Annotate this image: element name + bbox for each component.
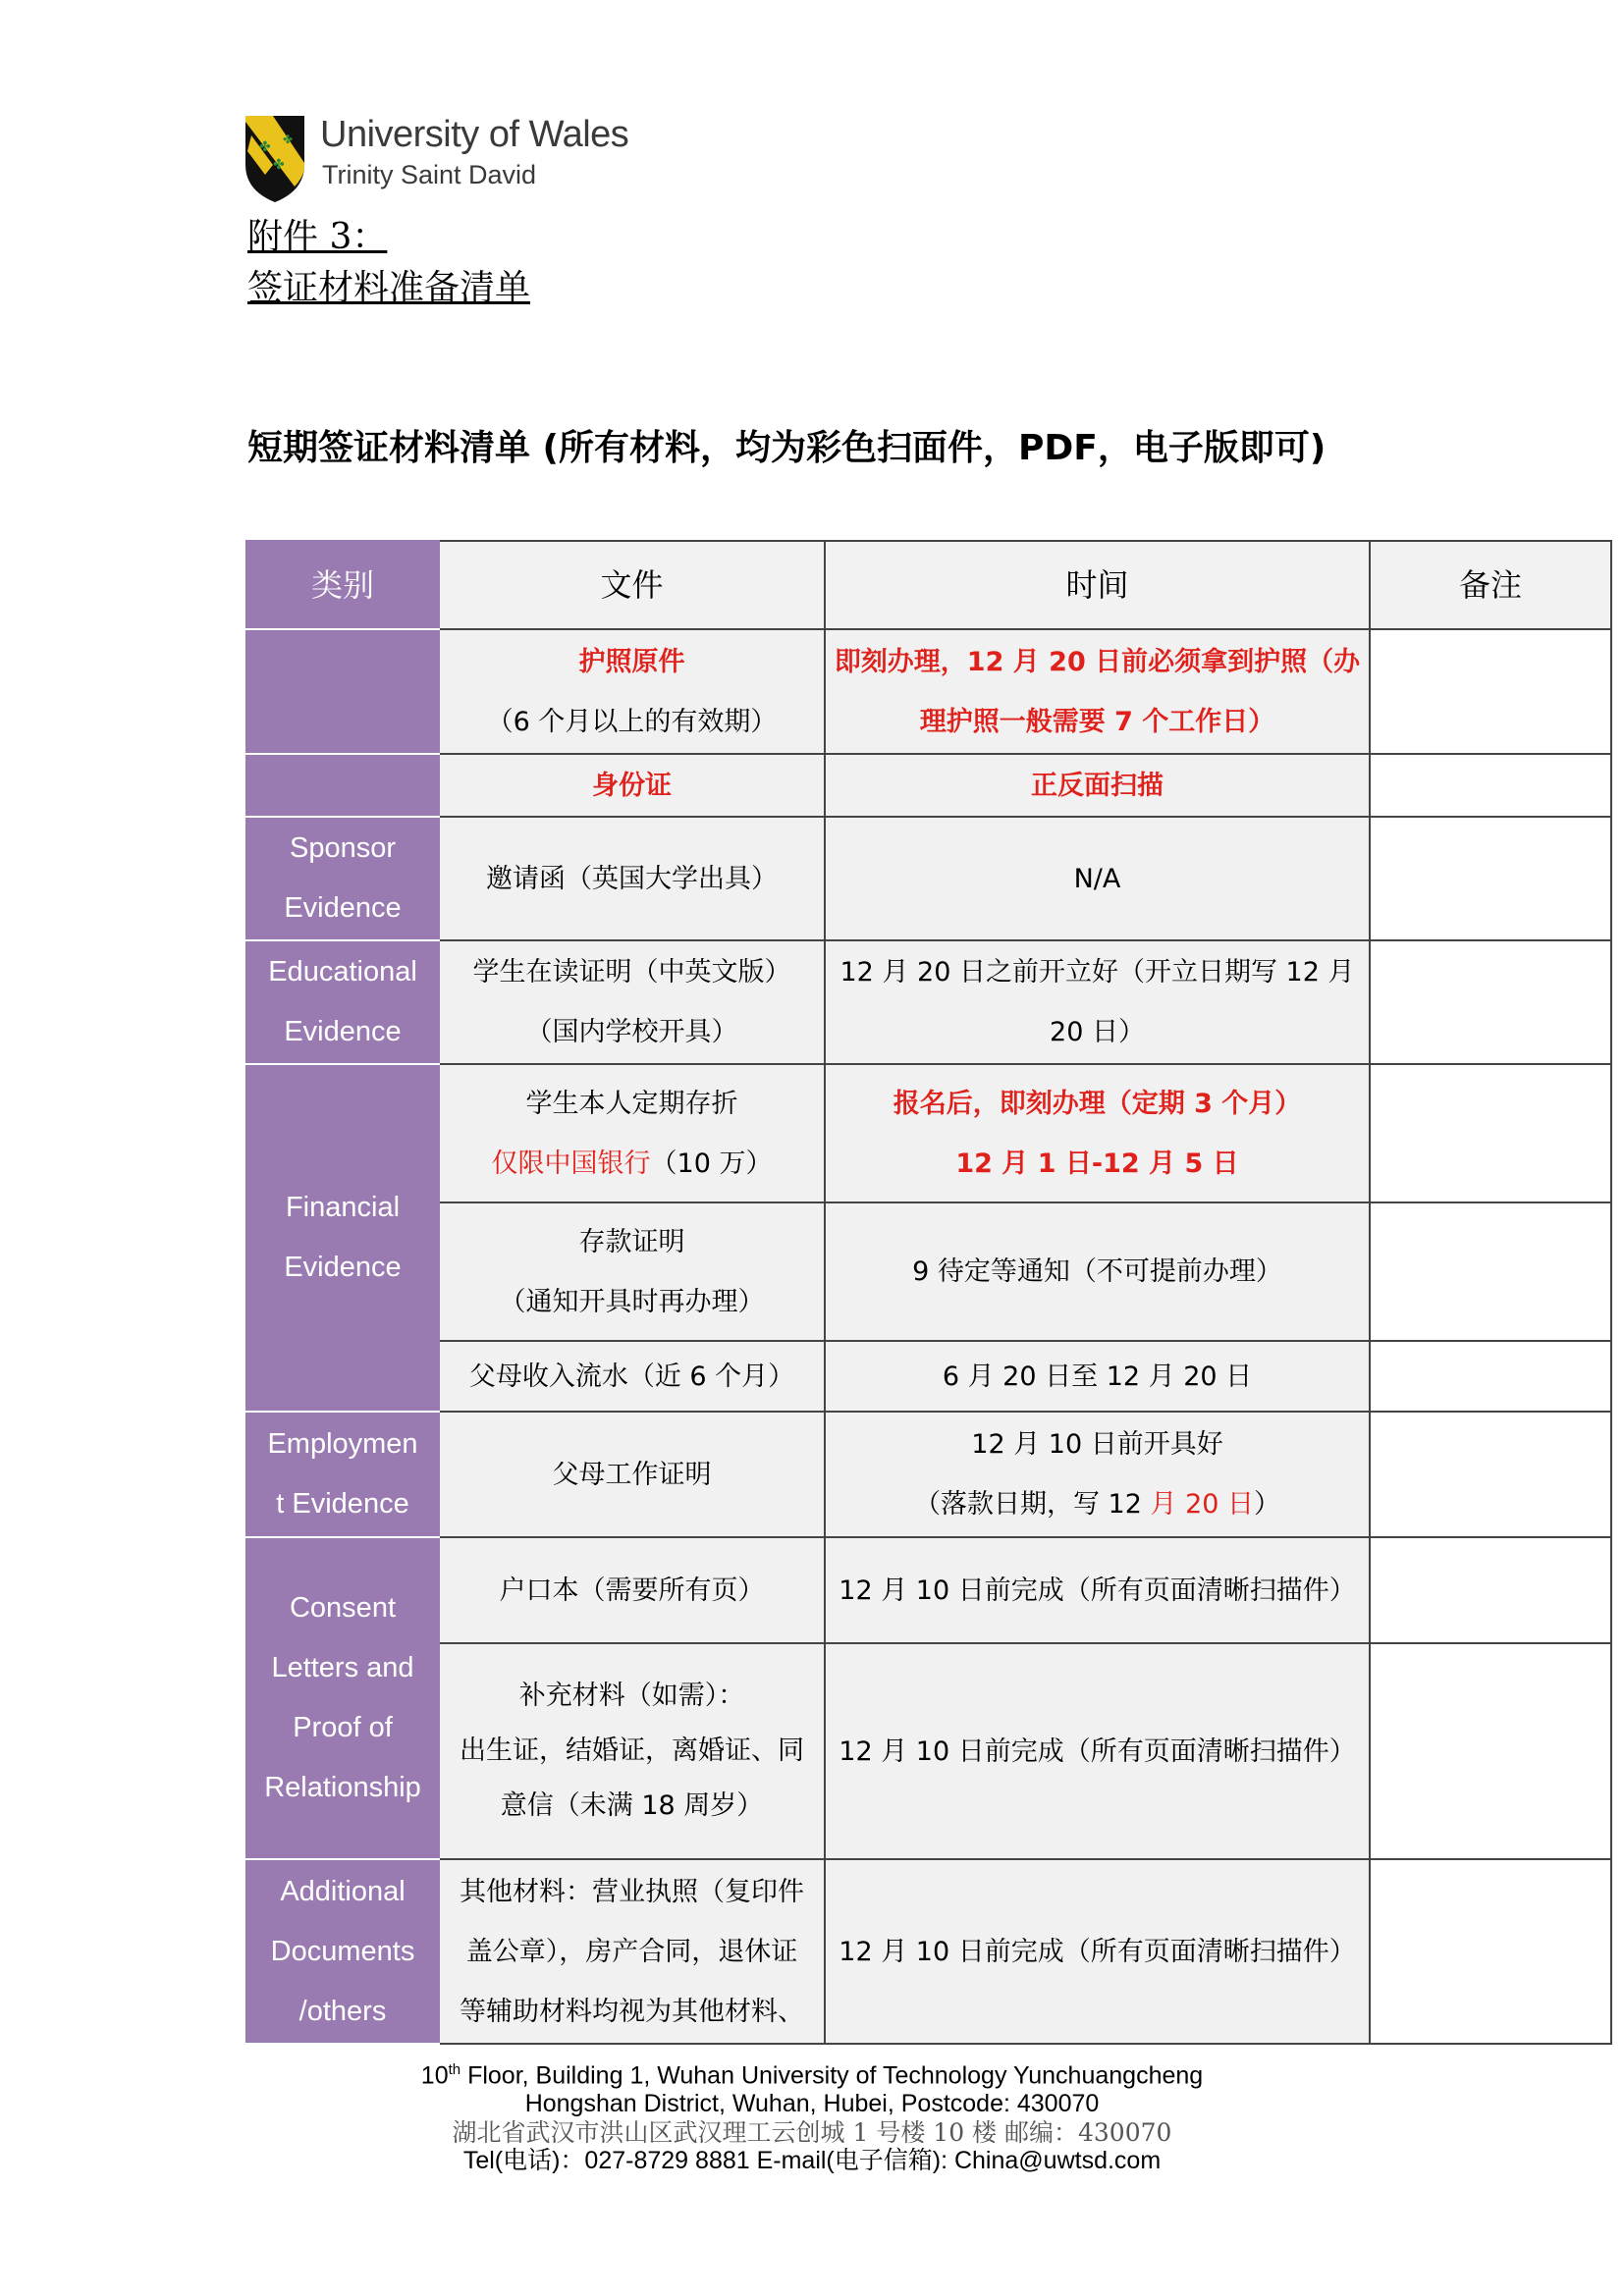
note-cell (1370, 1643, 1611, 1859)
document-line (440, 1134, 824, 1194)
note-cell (1370, 817, 1611, 940)
time-line: 12 月 20 日之前开立好（开立日期写 12 月 (839, 957, 1355, 988)
document-line: 存款证明 (578, 1226, 685, 1257)
category-line: Evidence (284, 892, 402, 924)
document-line: 意信（未满 18 周岁） (500, 1790, 764, 1821)
page-footer (0, 2056, 1624, 2175)
document-cell (439, 1202, 825, 1341)
table-row-educational (246, 940, 1611, 1064)
category-cell-empty (246, 629, 439, 754)
time-text: （落款日期，写 12 (913, 1489, 1151, 1520)
time-cell: 12 月 10 日前完成（所有页面清晰扫描件） (825, 1537, 1370, 1643)
amount: （10 万） (650, 1148, 773, 1179)
time-cell: 正反面扫描 (825, 754, 1370, 817)
note-cell (1370, 1202, 1611, 1341)
category-line: Sponsor (289, 832, 396, 864)
table-row-employment (246, 1412, 1611, 1537)
category-line: Evidence (284, 1252, 402, 1283)
category-line: Consent (289, 1592, 396, 1624)
document-cell (439, 1643, 825, 1859)
note-cell (1370, 1537, 1611, 1643)
time-cell: 6 月 20 日至 12 月 20 日 (825, 1341, 1370, 1412)
table-row-hukou (246, 1537, 1611, 1643)
table-row-financial-certificate (246, 1202, 1611, 1341)
category-cell (246, 817, 439, 940)
time-line: 即刻办理，12 月 20 日前必须拿到护照（办 (834, 646, 1361, 677)
time-cell (825, 1064, 1370, 1202)
document-cell: 身份证 (439, 754, 825, 817)
time-line: 20 日） (1050, 1017, 1145, 1047)
document-line: 其他材料：营业执照（复印件 (460, 1876, 804, 1907)
table-row-financial-deposit (246, 1064, 1611, 1202)
document-line: 盖公章），房产合同，退休证 (465, 1936, 798, 1967)
note-cell (1370, 629, 1611, 754)
category-line: /others (298, 1995, 387, 2027)
document-line: （6 个月以上的有效期） (486, 706, 778, 737)
table-row-passport (246, 629, 1611, 754)
time-line: 理护照一般需要 7 个工作日） (919, 706, 1275, 737)
time-text: ） (1254, 1489, 1281, 1520)
category-cell (246, 1064, 439, 1412)
document-cell: 户口本（需要所有页） (439, 1537, 825, 1643)
time-line: 12 月 1 日-12 月 5 日 (955, 1148, 1239, 1179)
document-cell: 邀请函（英国大学出具） (439, 817, 825, 940)
logo-name: University of Wales (320, 114, 629, 155)
header-category: 类别 (246, 541, 439, 629)
footer-address-cn: 湖北省武汉市洪山区武汉理工云创城 1 号楼 10 楼 邮编：430070 (452, 2118, 1172, 2148)
header-note: 备注 (1370, 541, 1611, 629)
document-cell (439, 1859, 825, 2044)
category-cell (246, 1537, 439, 1859)
note-cell (1370, 1341, 1611, 1412)
document-line: （通知开具时再办理） (499, 1286, 765, 1317)
table-row-sponsor (246, 817, 1611, 940)
header-time: 时间 (825, 541, 1370, 629)
table-row-supplementary (246, 1643, 1611, 1859)
category-line: Proof of (293, 1712, 393, 1743)
document-line: 补充材料（如需）： (518, 1681, 745, 1711)
attachment-block (247, 212, 530, 314)
document-line: 出生证，结婚证，离婚证、同 (460, 1735, 804, 1766)
bank-restriction: 仅限中国银行 (491, 1148, 651, 1179)
document-cell (439, 1064, 825, 1202)
category-cell (246, 1859, 439, 2044)
note-cell (1370, 940, 1611, 1064)
footer-floor: 10 (420, 2061, 449, 2090)
note-cell (1370, 754, 1611, 817)
category-cell-empty (246, 754, 439, 817)
logo-subtitle: Trinity Saint David (322, 160, 537, 189)
time-cell: 12 月 10 日前完成（所有页面清晰扫描件） (825, 1643, 1370, 1859)
svg-text:✤: ✤ (283, 133, 294, 146)
header-document: 文件 (439, 541, 825, 629)
page-heading: 短期签证材料清单 (所有材料，均为彩色扫面件，PDF，电子版即可) (247, 428, 1326, 468)
time-cell: 12 月 10 日前完成（所有页面清晰扫描件） (825, 1859, 1370, 2044)
table-header-row (246, 541, 1611, 629)
time-cell: 9 待定等通知（不可提前办理） (825, 1202, 1370, 1341)
time-line: 报名后，即刻办理（定期 3 个月） (893, 1088, 1302, 1119)
category-line: Additional (280, 1875, 406, 1907)
attachment-label: 附件 3： (247, 217, 388, 257)
footer-sup: th (448, 2061, 461, 2078)
category-line: Documents (270, 1935, 415, 1967)
time-cell (825, 1412, 1370, 1537)
time-cell (825, 940, 1370, 1064)
document-cell (439, 940, 825, 1064)
time-cell: N/A (825, 817, 1370, 940)
table-row-financial-income (246, 1341, 1611, 1412)
shield-crest-icon (244, 114, 306, 204)
table-row-id-card (246, 754, 1611, 817)
highlight-date: 月 20 日 (1150, 1489, 1255, 1520)
footer-address-en (0, 2056, 1624, 2090)
time-line (826, 1474, 1369, 1534)
document-line: 等辅助材料均视为其他材料、 (460, 1996, 804, 2027)
category-line: Financial (285, 1192, 401, 1223)
category-line: t Evidence (276, 1488, 409, 1520)
category-line: Evidence (284, 1016, 402, 1047)
table-row-additional (246, 1859, 1611, 2044)
attachment-title: 签证材料准备清单 (247, 268, 531, 308)
category-cell (246, 940, 439, 1064)
note-cell (1370, 1412, 1611, 1537)
footer-contact: Tel(电话)：027-8729 8881 E-mail(电子信箱): China@uwtsd.com (462, 2147, 1162, 2175)
document-line: 护照原件 (578, 646, 685, 677)
svg-text:✤: ✤ (259, 139, 271, 155)
footer-district-en: Hongshan District, Wuhan, Hubei, Postcode: 430070 (524, 2090, 1100, 2118)
category-line: Employmen (267, 1428, 418, 1460)
document-cell: 父母收入流水（近 6 个月） (439, 1341, 825, 1412)
footer-address-text: Floor, Building 1, Wuhan University of Technology Yunchuangcheng (460, 2061, 1204, 2090)
category-line: Letters and (271, 1652, 414, 1683)
document-line: 学生本人定期存折 (525, 1088, 738, 1119)
category-line: Educational (268, 956, 417, 988)
visa-materials-table (245, 540, 1612, 2045)
svg-text:✤: ✤ (273, 157, 285, 173)
note-cell (1370, 1064, 1611, 1202)
document-cell (439, 629, 825, 754)
time-line: 12 月 10 日前开具好 (971, 1429, 1223, 1460)
document-line: 学生在读证明（中英文版） (472, 957, 791, 988)
document-cell: 父母工作证明 (439, 1412, 825, 1537)
category-line: Relationship (264, 1772, 421, 1803)
category-cell (246, 1412, 439, 1537)
university-logo (244, 114, 656, 204)
time-cell (825, 629, 1370, 754)
note-cell (1370, 1859, 1611, 2044)
document-line: （国内学校开具） (525, 1017, 738, 1047)
